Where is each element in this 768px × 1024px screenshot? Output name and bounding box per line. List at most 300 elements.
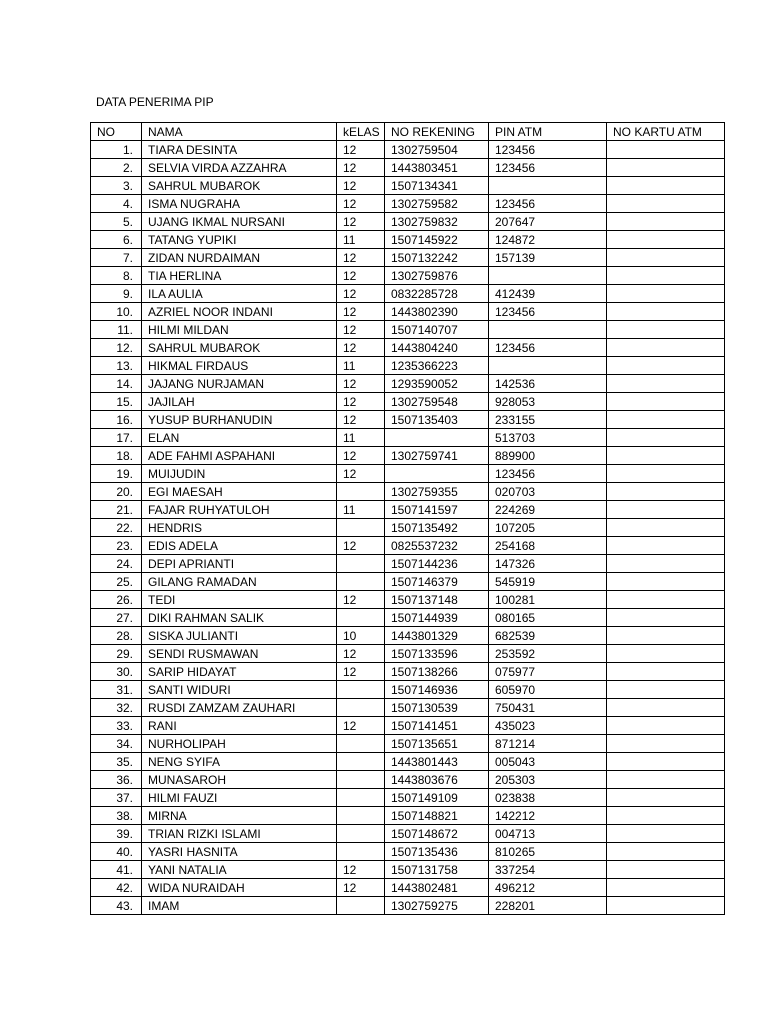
nama-cell: SISKA JULIANTI (142, 627, 337, 645)
pin-atm-cell: 545919 (489, 573, 607, 591)
no-cell: 35. (91, 753, 142, 771)
no-rekening-cell: 1443803676 (385, 771, 489, 789)
kelas-cell: 11 (337, 357, 385, 375)
pin-atm-cell: 253592 (489, 645, 607, 663)
table-row (91, 411, 725, 429)
table-row (91, 681, 725, 699)
table-row (91, 771, 725, 789)
no-cell: 21. (91, 501, 142, 519)
nama-cell: TRIAN RIZKI ISLAMI (142, 825, 337, 843)
no-rekening-cell: 1507135403 (385, 411, 489, 429)
no-kartu-atm-cell (607, 573, 725, 591)
no-cell: 38. (91, 807, 142, 825)
no-cell: 14. (91, 375, 142, 393)
no-kartu-atm-cell (607, 609, 725, 627)
table-body (91, 141, 725, 915)
no-kartu-atm-cell (607, 177, 725, 195)
no-kartu-atm-cell (607, 519, 725, 537)
no-cell: 20. (91, 483, 142, 501)
pin-atm-cell: 682539 (489, 627, 607, 645)
table-row (91, 357, 725, 375)
kelas-cell: 11 (337, 501, 385, 519)
table-row (91, 339, 725, 357)
no-cell: 32. (91, 699, 142, 717)
no-cell: 11. (91, 321, 142, 339)
no-cell: 43. (91, 897, 142, 915)
no-kartu-atm-cell (607, 699, 725, 717)
nama-cell: JAJILAH (142, 393, 337, 411)
no-cell: 12. (91, 339, 142, 357)
kelas-cell: 11 (337, 231, 385, 249)
pin-atm-cell: 228201 (489, 897, 607, 915)
table-row (91, 375, 725, 393)
no-rekening-cell: 1507135651 (385, 735, 489, 753)
no-cell: 19. (91, 465, 142, 483)
no-kartu-atm-cell (607, 861, 725, 879)
pin-atm-cell: 123456 (489, 159, 607, 177)
pin-atm-cell: 435023 (489, 717, 607, 735)
no-kartu-atm-cell (607, 825, 725, 843)
no-cell: 1. (91, 141, 142, 159)
no-cell: 36. (91, 771, 142, 789)
table-row (91, 843, 725, 861)
nama-cell: TATANG YUPIKI (142, 231, 337, 249)
no-rekening-cell: 1302759741 (385, 447, 489, 465)
no-cell: 33. (91, 717, 142, 735)
nama-cell: TIA HERLINA (142, 267, 337, 285)
pin-atm-cell: 605970 (489, 681, 607, 699)
no-kartu-atm-cell (607, 735, 725, 753)
kelas-cell (337, 573, 385, 591)
pin-atm-cell: 871214 (489, 735, 607, 753)
table-row (91, 465, 725, 483)
pin-atm-cell: 123456 (489, 339, 607, 357)
nama-cell: SENDI RUSMAWAN (142, 645, 337, 663)
kelas-cell: 12 (337, 663, 385, 681)
nama-cell: SELVIA VIRDA AZZAHRA (142, 159, 337, 177)
no-rekening-cell: 1302759548 (385, 393, 489, 411)
no-rekening-cell: 1293590052 (385, 375, 489, 393)
pin-atm-cell: 004713 (489, 825, 607, 843)
no-cell: 6. (91, 231, 142, 249)
no-kartu-atm-cell (607, 843, 725, 861)
no-kartu-atm-cell (607, 483, 725, 501)
no-kartu-atm-cell (607, 645, 725, 663)
no-cell: 4. (91, 195, 142, 213)
no-rekening-cell: 1443803451 (385, 159, 489, 177)
no-rekening-cell: 1507138266 (385, 663, 489, 681)
table-row (91, 699, 725, 717)
nama-cell: HIKMAL FIRDAUS (142, 357, 337, 375)
table-row (91, 825, 725, 843)
no-cell: 29. (91, 645, 142, 663)
no-kartu-atm-cell (607, 753, 725, 771)
kelas-cell: 12 (337, 591, 385, 609)
kelas-cell (337, 753, 385, 771)
table-row (91, 249, 725, 267)
no-kartu-atm-cell (607, 447, 725, 465)
pin-atm-cell (489, 177, 607, 195)
nama-cell: TIARA DESINTA (142, 141, 337, 159)
pin-atm-cell: 233155 (489, 411, 607, 429)
kelas-cell: 12 (337, 177, 385, 195)
pin-atm-cell: 810265 (489, 843, 607, 861)
kelas-cell (337, 555, 385, 573)
no-cell: 17. (91, 429, 142, 447)
no-kartu-atm-cell (607, 537, 725, 555)
table-row (91, 663, 725, 681)
table-row (91, 717, 725, 735)
no-kartu-atm-cell (607, 465, 725, 483)
table-row (91, 519, 725, 537)
no-rekening-cell: 1302759275 (385, 897, 489, 915)
no-cell: 26. (91, 591, 142, 609)
nama-cell: UJANG IKMAL NURSANI (142, 213, 337, 231)
nama-cell: IMAM (142, 897, 337, 915)
no-kartu-atm-cell (607, 807, 725, 825)
no-kartu-atm-cell (607, 249, 725, 267)
nama-cell: HILMI FAUZI (142, 789, 337, 807)
nama-cell: MIRNA (142, 807, 337, 825)
nama-cell: MUNASAROH (142, 771, 337, 789)
pin-atm-cell: 020703 (489, 483, 607, 501)
no-kartu-atm-cell (607, 393, 725, 411)
no-cell: 10. (91, 303, 142, 321)
pin-atm-cell: 123456 (489, 195, 607, 213)
no-rekening-cell: 1302759355 (385, 483, 489, 501)
nama-cell: EGI MAESAH (142, 483, 337, 501)
no-rekening-cell: 1507132242 (385, 249, 489, 267)
nama-cell: DEPI APRIANTI (142, 555, 337, 573)
no-kartu-atm-cell (607, 213, 725, 231)
pin-atm-cell: 205303 (489, 771, 607, 789)
no-rekening-cell: 1507141597 (385, 501, 489, 519)
no-rekening-cell: 1507144939 (385, 609, 489, 627)
pin-atm-cell: 224269 (489, 501, 607, 519)
table-row (91, 231, 725, 249)
header-no-kartu-atm: NO KARTU ATM (607, 123, 725, 141)
no-cell: 25. (91, 573, 142, 591)
table-row (91, 735, 725, 753)
kelas-cell: 12 (337, 141, 385, 159)
nama-cell: SANTI WIDURI (142, 681, 337, 699)
nama-cell: JAJANG NURJAMAN (142, 375, 337, 393)
no-kartu-atm-cell (607, 141, 725, 159)
nama-cell: ISMA NUGRAHA (142, 195, 337, 213)
no-kartu-atm-cell (607, 321, 725, 339)
pin-atm-cell: 889900 (489, 447, 607, 465)
pin-atm-cell: 123456 (489, 303, 607, 321)
kelas-cell: 12 (337, 393, 385, 411)
pin-atm-cell: 147326 (489, 555, 607, 573)
table-row (91, 177, 725, 195)
recipient-table (90, 122, 725, 915)
nama-cell: SAHRUL MUBAROK (142, 339, 337, 357)
no-rekening-cell (385, 429, 489, 447)
kelas-cell: 12 (337, 285, 385, 303)
no-cell: 42. (91, 879, 142, 897)
pin-atm-cell: 496212 (489, 879, 607, 897)
pin-atm-cell: 157139 (489, 249, 607, 267)
kelas-cell (337, 825, 385, 843)
kelas-cell (337, 807, 385, 825)
table-row (91, 753, 725, 771)
nama-cell: MUIJUDIN (142, 465, 337, 483)
table-row (91, 591, 725, 609)
nama-cell: TEDI (142, 591, 337, 609)
pin-atm-cell: 023838 (489, 789, 607, 807)
no-rekening-cell: 1507135492 (385, 519, 489, 537)
no-rekening-cell: 0832285728 (385, 285, 489, 303)
table-row (91, 267, 725, 285)
pin-atm-cell: 142212 (489, 807, 607, 825)
table-row (91, 303, 725, 321)
kelas-cell (337, 609, 385, 627)
pin-atm-cell: 513703 (489, 429, 607, 447)
no-kartu-atm-cell (607, 339, 725, 357)
no-rekening-cell: 1507140707 (385, 321, 489, 339)
no-kartu-atm-cell (607, 303, 725, 321)
pin-atm-cell (489, 357, 607, 375)
table-row (91, 501, 725, 519)
kelas-cell (337, 771, 385, 789)
no-cell: 37. (91, 789, 142, 807)
no-rekening-cell: 1507148672 (385, 825, 489, 843)
kelas-cell (337, 735, 385, 753)
no-kartu-atm-cell (607, 159, 725, 177)
no-kartu-atm-cell (607, 195, 725, 213)
no-kartu-atm-cell (607, 411, 725, 429)
kelas-cell (337, 483, 385, 501)
table-row (91, 861, 725, 879)
table-row (91, 393, 725, 411)
kelas-cell: 12 (337, 195, 385, 213)
no-rekening-cell: 1507146936 (385, 681, 489, 699)
no-cell: 34. (91, 735, 142, 753)
pin-atm-cell: 142536 (489, 375, 607, 393)
no-cell: 27. (91, 609, 142, 627)
nama-cell: NURHOLIPAH (142, 735, 337, 753)
no-cell: 13. (91, 357, 142, 375)
table-row (91, 195, 725, 213)
no-kartu-atm-cell (607, 717, 725, 735)
nama-cell: YUSUP BURHANUDIN (142, 411, 337, 429)
no-rekening-cell: 1302759832 (385, 213, 489, 231)
nama-cell: ZIDAN NURDAIMAN (142, 249, 337, 267)
kelas-cell: 12 (337, 159, 385, 177)
kelas-cell (337, 843, 385, 861)
table-row (91, 807, 725, 825)
header-kelas: kELAS (337, 123, 385, 141)
kelas-cell: 12 (337, 249, 385, 267)
no-cell: 39. (91, 825, 142, 843)
no-rekening-cell: 1302759876 (385, 267, 489, 285)
no-rekening-cell: 1507134341 (385, 177, 489, 195)
kelas-cell: 10 (337, 627, 385, 645)
pin-atm-cell: 412439 (489, 285, 607, 303)
no-rekening-cell: 1507148821 (385, 807, 489, 825)
no-kartu-atm-cell (607, 555, 725, 573)
no-kartu-atm-cell (607, 501, 725, 519)
table-row (91, 789, 725, 807)
table-row (91, 141, 725, 159)
no-rekening-cell: 1302759504 (385, 141, 489, 159)
table-row (91, 321, 725, 339)
no-rekening-cell: 1507146379 (385, 573, 489, 591)
no-kartu-atm-cell (607, 627, 725, 645)
no-rekening-cell: 1443801443 (385, 753, 489, 771)
no-rekening-cell: 1507131758 (385, 861, 489, 879)
kelas-cell: 12 (337, 411, 385, 429)
nama-cell: RANI (142, 717, 337, 735)
no-rekening-cell: 1443804240 (385, 339, 489, 357)
pin-atm-cell: 100281 (489, 591, 607, 609)
kelas-cell: 12 (337, 645, 385, 663)
pin-atm-cell: 254168 (489, 537, 607, 555)
nama-cell: YASRI HASNITA (142, 843, 337, 861)
no-cell: 28. (91, 627, 142, 645)
kelas-cell (337, 699, 385, 717)
pin-atm-cell (489, 267, 607, 285)
kelas-cell: 12 (337, 375, 385, 393)
kelas-cell: 11 (337, 429, 385, 447)
no-kartu-atm-cell (607, 231, 725, 249)
pin-atm-cell: 750431 (489, 699, 607, 717)
pin-atm-cell: 080165 (489, 609, 607, 627)
nama-cell: ILA AULIA (142, 285, 337, 303)
no-kartu-atm-cell (607, 771, 725, 789)
table-row (91, 159, 725, 177)
kelas-cell: 12 (337, 537, 385, 555)
no-kartu-atm-cell (607, 591, 725, 609)
nama-cell: ADE FAHMI ASPAHANI (142, 447, 337, 465)
no-kartu-atm-cell (607, 285, 725, 303)
pin-atm-cell: 107205 (489, 519, 607, 537)
table-row (91, 285, 725, 303)
document-title: DATA PENERIMA PIP (96, 95, 214, 109)
no-rekening-cell: 1507130539 (385, 699, 489, 717)
nama-cell: HENDRIS (142, 519, 337, 537)
no-cell: 30. (91, 663, 142, 681)
table-row (91, 213, 725, 231)
no-cell: 41. (91, 861, 142, 879)
pin-atm-cell: 928053 (489, 393, 607, 411)
no-rekening-cell (385, 465, 489, 483)
no-rekening-cell: 1235366223 (385, 357, 489, 375)
nama-cell: SAHRUL MUBAROK (142, 177, 337, 195)
pin-atm-cell (489, 321, 607, 339)
table-row (91, 879, 725, 897)
no-cell: 9. (91, 285, 142, 303)
nama-cell: RUSDI ZAMZAM ZAUHARI (142, 699, 337, 717)
pin-atm-cell: 075977 (489, 663, 607, 681)
kelas-cell: 12 (337, 447, 385, 465)
kelas-cell (337, 789, 385, 807)
kelas-cell: 12 (337, 879, 385, 897)
no-cell: 5. (91, 213, 142, 231)
table-row (91, 483, 725, 501)
no-cell: 22. (91, 519, 142, 537)
table-row (91, 573, 725, 591)
pin-atm-cell: 207647 (489, 213, 607, 231)
no-kartu-atm-cell (607, 789, 725, 807)
kelas-cell: 12 (337, 339, 385, 357)
no-rekening-cell: 1507133596 (385, 645, 489, 663)
no-cell: 8. (91, 267, 142, 285)
kelas-cell: 12 (337, 321, 385, 339)
no-cell: 3. (91, 177, 142, 195)
header-nama: NAMA (142, 123, 337, 141)
no-kartu-atm-cell (607, 429, 725, 447)
no-rekening-cell: 1443802481 (385, 879, 489, 897)
nama-cell: HILMI MILDAN (142, 321, 337, 339)
kelas-cell: 12 (337, 303, 385, 321)
header-no: NO (91, 123, 142, 141)
no-kartu-atm-cell (607, 267, 725, 285)
kelas-cell (337, 681, 385, 699)
nama-cell: AZRIEL NOOR INDANI (142, 303, 337, 321)
kelas-cell: 12 (337, 213, 385, 231)
no-cell: 18. (91, 447, 142, 465)
no-cell: 2. (91, 159, 142, 177)
no-cell: 24. (91, 555, 142, 573)
table-row (91, 897, 725, 915)
kelas-cell (337, 519, 385, 537)
header-pin-atm: PIN ATM (489, 123, 607, 141)
no-kartu-atm-cell (607, 681, 725, 699)
nama-cell: FAJAR RUHYATULOH (142, 501, 337, 519)
nama-cell: DIKI RAHMAN SALIK (142, 609, 337, 627)
table-row (91, 537, 725, 555)
no-cell: 15. (91, 393, 142, 411)
nama-cell: EDIS ADELA (142, 537, 337, 555)
no-kartu-atm-cell (607, 879, 725, 897)
no-kartu-atm-cell (607, 357, 725, 375)
table-row (91, 429, 725, 447)
no-cell: 23. (91, 537, 142, 555)
no-kartu-atm-cell (607, 375, 725, 393)
no-cell: 31. (91, 681, 142, 699)
table-header-row (91, 123, 725, 141)
kelas-cell: 12 (337, 465, 385, 483)
no-rekening-cell: 1507145922 (385, 231, 489, 249)
no-rekening-cell: 1507141451 (385, 717, 489, 735)
no-cell: 40. (91, 843, 142, 861)
pin-atm-cell: 123456 (489, 141, 607, 159)
header-no-rekening: NO REKENING (385, 123, 489, 141)
nama-cell: WIDA NURAIDAH (142, 879, 337, 897)
no-cell: 7. (91, 249, 142, 267)
kelas-cell: 12 (337, 717, 385, 735)
kelas-cell: 12 (337, 267, 385, 285)
table-row (91, 447, 725, 465)
kelas-cell: 12 (337, 861, 385, 879)
no-rekening-cell: 1507149109 (385, 789, 489, 807)
no-rekening-cell: 1507144236 (385, 555, 489, 573)
no-rekening-cell: 0825537232 (385, 537, 489, 555)
pin-atm-cell: 123456 (489, 465, 607, 483)
no-rekening-cell: 1443802390 (385, 303, 489, 321)
no-rekening-cell: 1302759582 (385, 195, 489, 213)
no-kartu-atm-cell (607, 897, 725, 915)
nama-cell: YANI NATALIA (142, 861, 337, 879)
table-row (91, 627, 725, 645)
no-rekening-cell: 1507135436 (385, 843, 489, 861)
nama-cell: NENG SYIFA (142, 753, 337, 771)
pin-atm-cell: 005043 (489, 753, 607, 771)
table-row (91, 555, 725, 573)
nama-cell: GILANG RAMADAN (142, 573, 337, 591)
